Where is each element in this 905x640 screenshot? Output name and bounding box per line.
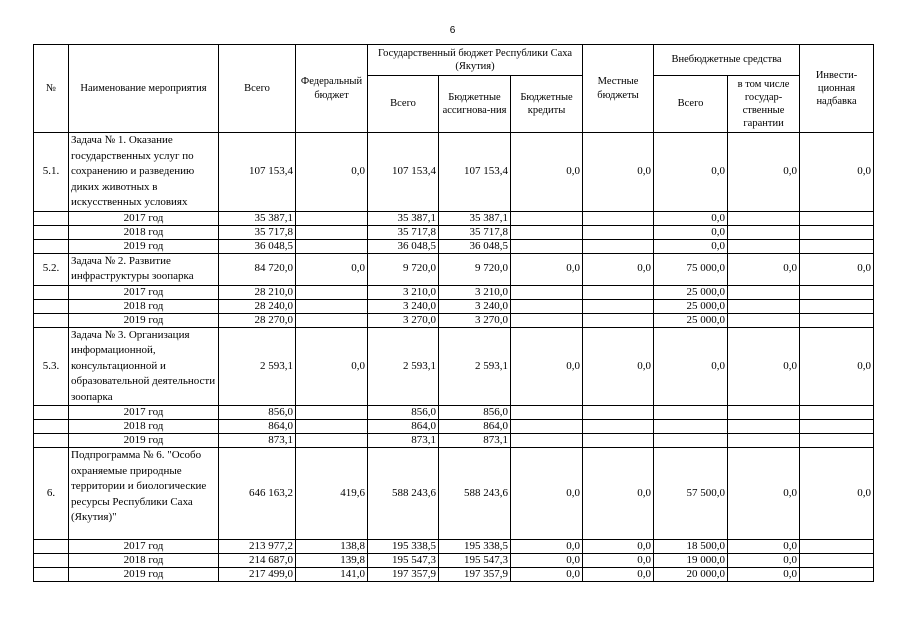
year-row xyxy=(34,299,874,313)
cell-state-credits xyxy=(511,313,583,327)
cell-total: 214 687,0 xyxy=(219,554,296,568)
cell-extra-total xyxy=(654,434,728,448)
cell-local: 0,0 xyxy=(583,554,654,568)
year-row xyxy=(34,540,874,554)
cell-state-total: 873,1 xyxy=(368,434,439,448)
cell-total: 28 240,0 xyxy=(219,299,296,313)
cell-extra-guarantee xyxy=(728,434,800,448)
cell-state-assign: 195 338,5 xyxy=(439,540,511,554)
cell-state-total: 35 387,1 xyxy=(368,211,439,225)
cell-extra-total: 0,0 xyxy=(654,211,728,225)
cell-state-assign: 9 720,0 xyxy=(439,253,511,285)
cell-state-assign: 36 048,5 xyxy=(439,239,511,253)
cell-total: 36 048,5 xyxy=(219,239,296,253)
header-state-total: Всего xyxy=(368,76,439,133)
year-label: 2018 год xyxy=(69,420,219,434)
cell-invest xyxy=(800,211,874,225)
cell-state-credits xyxy=(511,434,583,448)
header-state-credits: Бюджетные кредиты xyxy=(511,76,583,133)
year-label: 2018 год xyxy=(69,299,219,313)
cell-total: 28 270,0 xyxy=(219,313,296,327)
row-number-empty xyxy=(34,313,69,327)
row-number: 5.1. xyxy=(34,133,69,212)
cell-extra-total: 0,0 xyxy=(654,225,728,239)
year-label: 2019 год xyxy=(69,568,219,582)
cell-extra-total: 25 000,0 xyxy=(654,285,728,299)
cell-invest xyxy=(800,434,874,448)
cell-state-total: 107 153,4 xyxy=(368,133,439,212)
page-number: 6 xyxy=(449,25,456,36)
cell-extra-total: 18 500,0 xyxy=(654,540,728,554)
year-row xyxy=(34,420,874,434)
year-row xyxy=(34,554,874,568)
cell-invest xyxy=(800,568,874,582)
year-label: 2017 год xyxy=(69,406,219,420)
cell-federal xyxy=(296,225,368,239)
year-row xyxy=(34,313,874,327)
header-federal: Федеральный бюджет xyxy=(296,45,368,133)
row-number-empty xyxy=(34,420,69,434)
budget-table xyxy=(33,44,874,582)
row-number-empty xyxy=(34,554,69,568)
header-invest: Инвести-ционная надбавка xyxy=(800,45,874,133)
cell-invest xyxy=(800,313,874,327)
cell-local xyxy=(583,299,654,313)
cell-local xyxy=(583,225,654,239)
cell-invest: 0,0 xyxy=(800,327,874,406)
header-total: Всего xyxy=(219,45,296,133)
row-number: 6. xyxy=(34,448,69,540)
cell-state-assign: 107 153,4 xyxy=(439,133,511,212)
cell-extra-total: 0,0 xyxy=(654,327,728,406)
cell-total: 107 153,4 xyxy=(219,133,296,212)
cell-state-assign: 3 210,0 xyxy=(439,285,511,299)
cell-state-assign: 588 243,6 xyxy=(439,448,511,540)
cell-state-credits xyxy=(511,420,583,434)
cell-state-total: 195 338,5 xyxy=(368,540,439,554)
cell-state-assign: 197 357,9 xyxy=(439,568,511,582)
cell-state-assign: 2 593,1 xyxy=(439,327,511,406)
cell-extra-guarantee: 0,0 xyxy=(728,133,800,212)
cell-invest: 0,0 xyxy=(800,133,874,212)
cell-state-assign: 195 547,3 xyxy=(439,554,511,568)
row-title: Задача № 3. Организация информационной, консультационной и образовательной деятельности зоопарка xyxy=(69,327,219,406)
header-extra-budget: Внебюджетные средства xyxy=(654,45,800,76)
cell-state-credits: 0,0 xyxy=(511,540,583,554)
cell-state-credits: 0,0 xyxy=(511,253,583,285)
cell-state-assign: 856,0 xyxy=(439,406,511,420)
cell-federal: 139,8 xyxy=(296,554,368,568)
task-row xyxy=(34,253,874,285)
cell-state-credits xyxy=(511,406,583,420)
cell-state-total: 588 243,6 xyxy=(368,448,439,540)
cell-local: 0,0 xyxy=(583,448,654,540)
cell-extra-total: 0,0 xyxy=(654,133,728,212)
cell-federal: 0,0 xyxy=(296,133,368,212)
cell-total: 2 593,1 xyxy=(219,327,296,406)
cell-total: 864,0 xyxy=(219,420,296,434)
cell-state-total: 864,0 xyxy=(368,420,439,434)
cell-extra-guarantee: 0,0 xyxy=(728,253,800,285)
cell-extra-total: 0,0 xyxy=(654,239,728,253)
year-label: 2019 год xyxy=(69,313,219,327)
year-label: 2017 год xyxy=(69,285,219,299)
cell-extra-total: 19 000,0 xyxy=(654,554,728,568)
cell-local: 0,0 xyxy=(583,568,654,582)
cell-total: 35 717,8 xyxy=(219,225,296,239)
cell-extra-guarantee xyxy=(728,299,800,313)
year-row xyxy=(34,285,874,299)
cell-invest xyxy=(800,285,874,299)
year-label: 2017 год xyxy=(69,211,219,225)
header-local: Местные бюджеты xyxy=(583,45,654,133)
task-row xyxy=(34,327,874,406)
cell-extra-total: 25 000,0 xyxy=(654,299,728,313)
cell-federal xyxy=(296,299,368,313)
cell-federal xyxy=(296,285,368,299)
cell-state-total: 36 048,5 xyxy=(368,239,439,253)
cell-extra-guarantee: 0,0 xyxy=(728,540,800,554)
header-state-budget: Государственный бюджет Республики Саха (Якутия) xyxy=(368,45,583,76)
cell-invest xyxy=(800,299,874,313)
cell-extra-guarantee: 0,0 xyxy=(728,327,800,406)
cell-local xyxy=(583,239,654,253)
cell-federal xyxy=(296,420,368,434)
cell-extra-total xyxy=(654,420,728,434)
cell-total: 35 387,1 xyxy=(219,211,296,225)
cell-federal xyxy=(296,239,368,253)
cell-state-total: 856,0 xyxy=(368,406,439,420)
cell-state-credits xyxy=(511,239,583,253)
cell-extra-guarantee xyxy=(728,285,800,299)
year-row xyxy=(34,434,874,448)
cell-local: 0,0 xyxy=(583,253,654,285)
cell-state-assign: 3 240,0 xyxy=(439,299,511,313)
cell-local xyxy=(583,406,654,420)
cell-state-credits xyxy=(511,211,583,225)
cell-state-credits xyxy=(511,225,583,239)
row-number-empty xyxy=(34,540,69,554)
row-number-empty xyxy=(34,434,69,448)
cell-state-total: 35 717,8 xyxy=(368,225,439,239)
row-number: 5.3. xyxy=(34,327,69,406)
task-row xyxy=(34,448,874,540)
cell-invest xyxy=(800,225,874,239)
cell-state-assign: 873,1 xyxy=(439,434,511,448)
cell-state-total: 2 593,1 xyxy=(368,327,439,406)
cell-local xyxy=(583,420,654,434)
cell-extra-total: 75 000,0 xyxy=(654,253,728,285)
row-title: Задача № 2. Развитие инфраструктуры зоопарка xyxy=(69,253,219,285)
year-label: 2017 год xyxy=(69,540,219,554)
cell-invest: 0,0 xyxy=(800,253,874,285)
cell-extra-total: 20 000,0 xyxy=(654,568,728,582)
cell-state-total: 197 357,9 xyxy=(368,568,439,582)
cell-state-credits xyxy=(511,285,583,299)
row-number-empty xyxy=(34,299,69,313)
cell-total: 856,0 xyxy=(219,406,296,420)
cell-state-credits: 0,0 xyxy=(511,568,583,582)
task-row xyxy=(34,133,874,212)
cell-invest xyxy=(800,239,874,253)
row-number: 5.2. xyxy=(34,253,69,285)
cell-extra-guarantee: 0,0 xyxy=(728,448,800,540)
cell-total: 217 499,0 xyxy=(219,568,296,582)
cell-extra-guarantee xyxy=(728,211,800,225)
cell-local: 0,0 xyxy=(583,133,654,212)
cell-local xyxy=(583,211,654,225)
row-number-empty xyxy=(34,568,69,582)
cell-state-total: 195 547,3 xyxy=(368,554,439,568)
cell-local xyxy=(583,434,654,448)
row-number-empty xyxy=(34,211,69,225)
cell-state-assign: 35 387,1 xyxy=(439,211,511,225)
cell-invest xyxy=(800,420,874,434)
cell-state-assign: 3 270,0 xyxy=(439,313,511,327)
cell-state-total: 3 210,0 xyxy=(368,285,439,299)
header-num: № xyxy=(34,45,69,133)
cell-local xyxy=(583,285,654,299)
cell-total: 28 210,0 xyxy=(219,285,296,299)
row-number-empty xyxy=(34,406,69,420)
year-row xyxy=(34,239,874,253)
cell-local: 0,0 xyxy=(583,540,654,554)
year-label: 2019 год xyxy=(69,434,219,448)
cell-federal: 141,0 xyxy=(296,568,368,582)
cell-federal xyxy=(296,434,368,448)
cell-extra-guarantee xyxy=(728,420,800,434)
cell-invest: 0,0 xyxy=(800,448,874,540)
cell-federal: 0,0 xyxy=(296,253,368,285)
table-header xyxy=(34,45,874,133)
cell-extra-guarantee xyxy=(728,225,800,239)
cell-federal: 419,6 xyxy=(296,448,368,540)
cell-federal xyxy=(296,211,368,225)
cell-local xyxy=(583,313,654,327)
row-number-empty xyxy=(34,239,69,253)
year-label: 2018 год xyxy=(69,554,219,568)
cell-state-total: 3 240,0 xyxy=(368,299,439,313)
row-number-empty xyxy=(34,285,69,299)
cell-extra-guarantee xyxy=(728,239,800,253)
cell-extra-total: 57 500,0 xyxy=(654,448,728,540)
cell-federal xyxy=(296,313,368,327)
year-label: 2018 год xyxy=(69,225,219,239)
cell-state-assign: 864,0 xyxy=(439,420,511,434)
cell-invest xyxy=(800,540,874,554)
cell-extra-guarantee: 0,0 xyxy=(728,568,800,582)
table-body xyxy=(34,133,874,582)
cell-total: 646 163,2 xyxy=(219,448,296,540)
cell-state-assign: 35 717,8 xyxy=(439,225,511,239)
cell-state-credits xyxy=(511,299,583,313)
cell-extra-guarantee xyxy=(728,406,800,420)
year-row xyxy=(34,225,874,239)
cell-state-total: 9 720,0 xyxy=(368,253,439,285)
cell-extra-guarantee: 0,0 xyxy=(728,554,800,568)
year-row xyxy=(34,406,874,420)
row-number-empty xyxy=(34,225,69,239)
cell-state-credits: 0,0 xyxy=(511,448,583,540)
cell-federal: 0,0 xyxy=(296,327,368,406)
cell-federal xyxy=(296,406,368,420)
header-state-assign: Бюджетные ассигнова-ния xyxy=(439,76,511,133)
cell-federal: 138,8 xyxy=(296,540,368,554)
row-title: Подпрограмма № 6. "Особо охраняемые природные территории и биологические ресурсы Республики Саха (Якутия)" xyxy=(69,448,219,540)
cell-state-total: 3 270,0 xyxy=(368,313,439,327)
cell-invest xyxy=(800,406,874,420)
cell-extra-guarantee xyxy=(728,313,800,327)
header-extra-total: Всего xyxy=(654,76,728,133)
cell-invest xyxy=(800,554,874,568)
cell-total: 873,1 xyxy=(219,434,296,448)
header-extra-guarantee: в том числе государ-ственные гарантии xyxy=(728,76,800,133)
cell-local: 0,0 xyxy=(583,327,654,406)
row-title: Задача № 1. Оказание государственных услуг по сохранению и разведению диких животных в искусственных условиях xyxy=(69,133,219,212)
header-name: Наименование мероприятия xyxy=(69,45,219,133)
cell-state-credits: 0,0 xyxy=(511,133,583,212)
year-label: 2019 год xyxy=(69,239,219,253)
year-row xyxy=(34,568,874,582)
cell-total: 213 977,2 xyxy=(219,540,296,554)
cell-extra-total: 25 000,0 xyxy=(654,313,728,327)
cell-state-credits: 0,0 xyxy=(511,554,583,568)
cell-total: 84 720,0 xyxy=(219,253,296,285)
year-row xyxy=(34,211,874,225)
cell-extra-total xyxy=(654,406,728,420)
cell-state-credits: 0,0 xyxy=(511,327,583,406)
